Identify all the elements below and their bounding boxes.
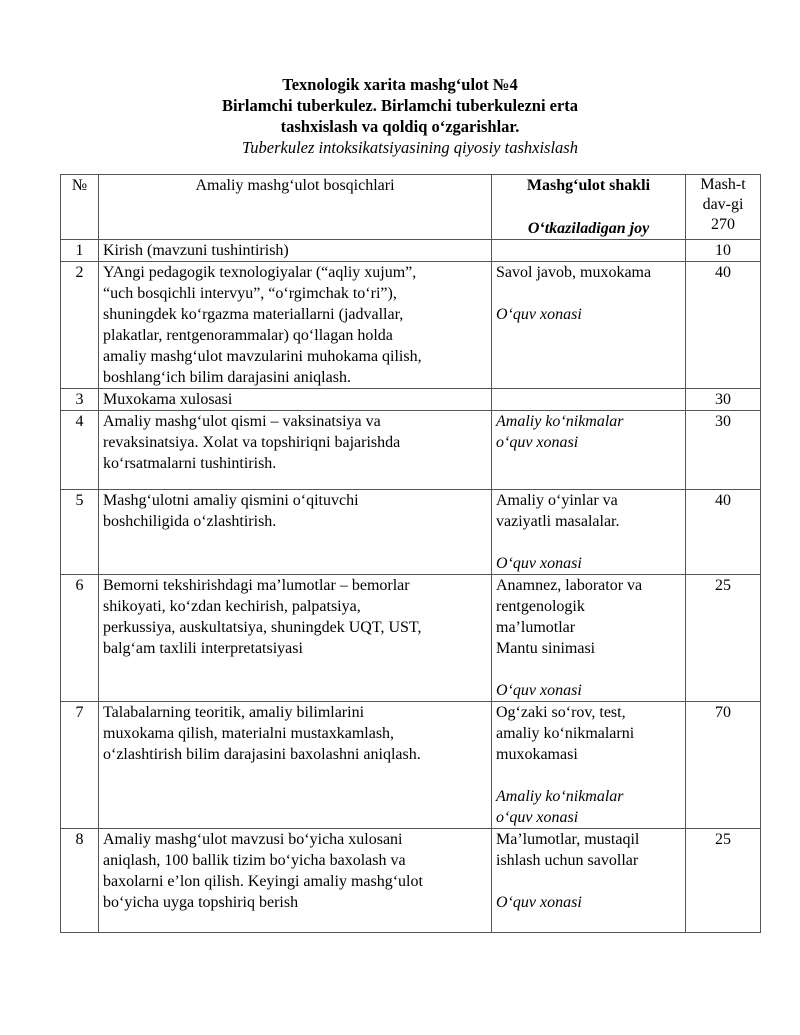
stage-line: Kirish (mavzuni tushintirish) [103, 242, 289, 259]
row-form [492, 829, 686, 933]
form-text: ma’lumotlar [496, 619, 576, 636]
row-number: 3 [61, 389, 99, 411]
stage-line: balg‘am taxlili interpretatsiyasi [103, 640, 303, 657]
row-form [492, 702, 686, 829]
stage-line: o‘zlashtirish bilim darajasini baxolashni aniqlash. [103, 746, 421, 763]
row-form [492, 490, 686, 575]
header-duration-line-2: dav-gi [702, 196, 744, 213]
row-number: 7 [61, 702, 99, 829]
form-text: Amaliy o‘yinlar va [496, 492, 618, 509]
form-text: vaziyatli masalalar. [496, 513, 620, 530]
stage-line: ko‘rsatmalarni tushintirish. [103, 455, 277, 472]
row-number: 8 [61, 829, 99, 933]
stage-line: bo‘yicha uyga topshiriq berish [103, 894, 299, 911]
row-time: 25 [686, 829, 761, 933]
stage-line: boshchiligida o‘zlashtirish. [103, 513, 277, 530]
table-row [61, 575, 761, 702]
document-subtitle: Tuberkulez intoksikatsiyasining qiyosiy tashxislash [242, 138, 578, 157]
stage-line: aniqlash, 100 ballik tizim bo‘yicha baxolash va [103, 852, 406, 869]
stage-line: Amaliy mashg‘ulot mavzusi bo‘yicha xulosani [103, 831, 403, 848]
table-row [61, 411, 761, 490]
header-duration-total: 270 [711, 216, 735, 233]
row-number: 6 [61, 575, 99, 702]
stage-line: boshlang‘ich bilim darajasini aniqlash. [103, 369, 351, 386]
table-row [61, 702, 761, 829]
stage-line: shuningdek ko‘rgazma materiallarni (jadvallar, [103, 306, 404, 323]
form-text: Anamnez, laborator va [496, 577, 643, 594]
title-line-2: Birlamchi tuberkulez. Birlamchi tuberkulezni erta [221, 96, 579, 115]
stage-line: Amaliy mashg‘ulot qismi – vaksinatsiya va [103, 413, 381, 430]
row-stage [99, 702, 492, 829]
place-text: O‘quv xonasi [496, 894, 582, 911]
form-text: ishlash uchun savollar [496, 852, 639, 869]
header-stages: Amaliy mashg‘ulot bosqichlari [99, 175, 492, 240]
table-row [61, 262, 761, 389]
form-text: rentgenologik [496, 598, 585, 615]
header-number: № [61, 175, 99, 240]
table-header-row [61, 175, 761, 240]
row-time: 25 [686, 575, 761, 702]
form-text: Amaliy ko‘nikmalar [496, 413, 624, 430]
row-time: 30 [686, 411, 761, 490]
row-form [492, 575, 686, 702]
header-duration-line-1: Mash-t [700, 176, 746, 193]
row-stage [99, 575, 492, 702]
row-stage [99, 240, 492, 262]
table-row [61, 389, 761, 411]
row-stage [99, 490, 492, 575]
row-number: 5 [61, 490, 99, 575]
form-text: muxokamasi [496, 746, 578, 763]
stage-line: Talabalarning teoritik, amaliy bilimlarini [103, 704, 365, 721]
row-form [492, 389, 686, 411]
row-time: 10 [686, 240, 761, 262]
stage-line: Bemorni tekshirishdagi ma’lumotlar – bemorlar [103, 577, 410, 594]
row-form [492, 411, 686, 490]
stage-line: “uch bosqichli intervyu”, “o‘rgimchak to‘ri”), [103, 285, 397, 302]
place-text: O‘quv xonasi [496, 555, 582, 572]
form-text: Savol javob, muxokama [496, 264, 652, 281]
stage-line: plakatlar, rentgenorammalar) qo‘llagan holda [103, 327, 393, 344]
row-time: 40 [686, 262, 761, 389]
lesson-plan-table [60, 174, 761, 933]
row-number: 2 [61, 262, 99, 389]
title-line-3: tashxislash va qoldiq o‘zgarishlar. [280, 117, 520, 136]
document-heading [0, 74, 800, 158]
stage-line: revaksinatsiya. Xolat va topshiriqni bajarishda [103, 434, 401, 451]
place-text: Amaliy ko‘nikmalar [496, 788, 624, 805]
row-stage [99, 829, 492, 933]
row-time: 40 [686, 490, 761, 575]
stage-line: Mashg‘ulotni amaliy qismini o‘qituvchi [103, 492, 359, 509]
header-place-label: O‘tkaziladigan joy [527, 220, 650, 237]
row-stage [99, 262, 492, 389]
place-text: O‘quv xonasi [496, 682, 582, 699]
form-text: Og‘zaki so‘rov, test, [496, 704, 626, 721]
header-form-label: Mashg‘ulot shakli [526, 177, 651, 194]
header-duration [686, 175, 761, 240]
row-time: 70 [686, 702, 761, 829]
title-line-1: Texnologik xarita mashg‘ulot №4 [282, 75, 518, 94]
place-text: o‘quv xonasi [496, 434, 579, 451]
row-number: 4 [61, 411, 99, 490]
stage-line: shikoyati, ko‘zdan kechirish, palpatsiya, [103, 598, 361, 615]
table-row [61, 240, 761, 262]
place-text: o‘quv xonasi [496, 809, 579, 826]
form-text: Mantu sinimasi [496, 640, 596, 657]
stage-line: perkussiya, auskultatsiya, shuningdek UQT, UST, [103, 619, 422, 636]
row-stage [99, 411, 492, 490]
form-text: amaliy ko‘nikmalarni [496, 725, 635, 742]
stage-line: YAngi pedagogik texnologiyalar (“aqliy xujum”, [103, 264, 417, 281]
form-text: Ma’lumotlar, mustaqil [496, 831, 640, 848]
row-stage [99, 389, 492, 411]
place-text: O‘quv xonasi [496, 306, 582, 323]
row-form [492, 240, 686, 262]
stage-line: amaliy mashg‘ulot mavzularini muhokama qilish, [103, 348, 422, 365]
table-row [61, 829, 761, 933]
stage-line: Muxokama xulosasi [103, 391, 233, 408]
stage-line: baxolarni e’lon qilish. Keyingi amaliy mashg‘ulot [103, 873, 423, 890]
row-form [492, 262, 686, 389]
header-form [492, 175, 686, 240]
stage-line: muxokama qilish, materialni mustaxkamlash, [103, 725, 395, 742]
table-row [61, 490, 761, 575]
row-time: 30 [686, 389, 761, 411]
row-number: 1 [61, 240, 99, 262]
